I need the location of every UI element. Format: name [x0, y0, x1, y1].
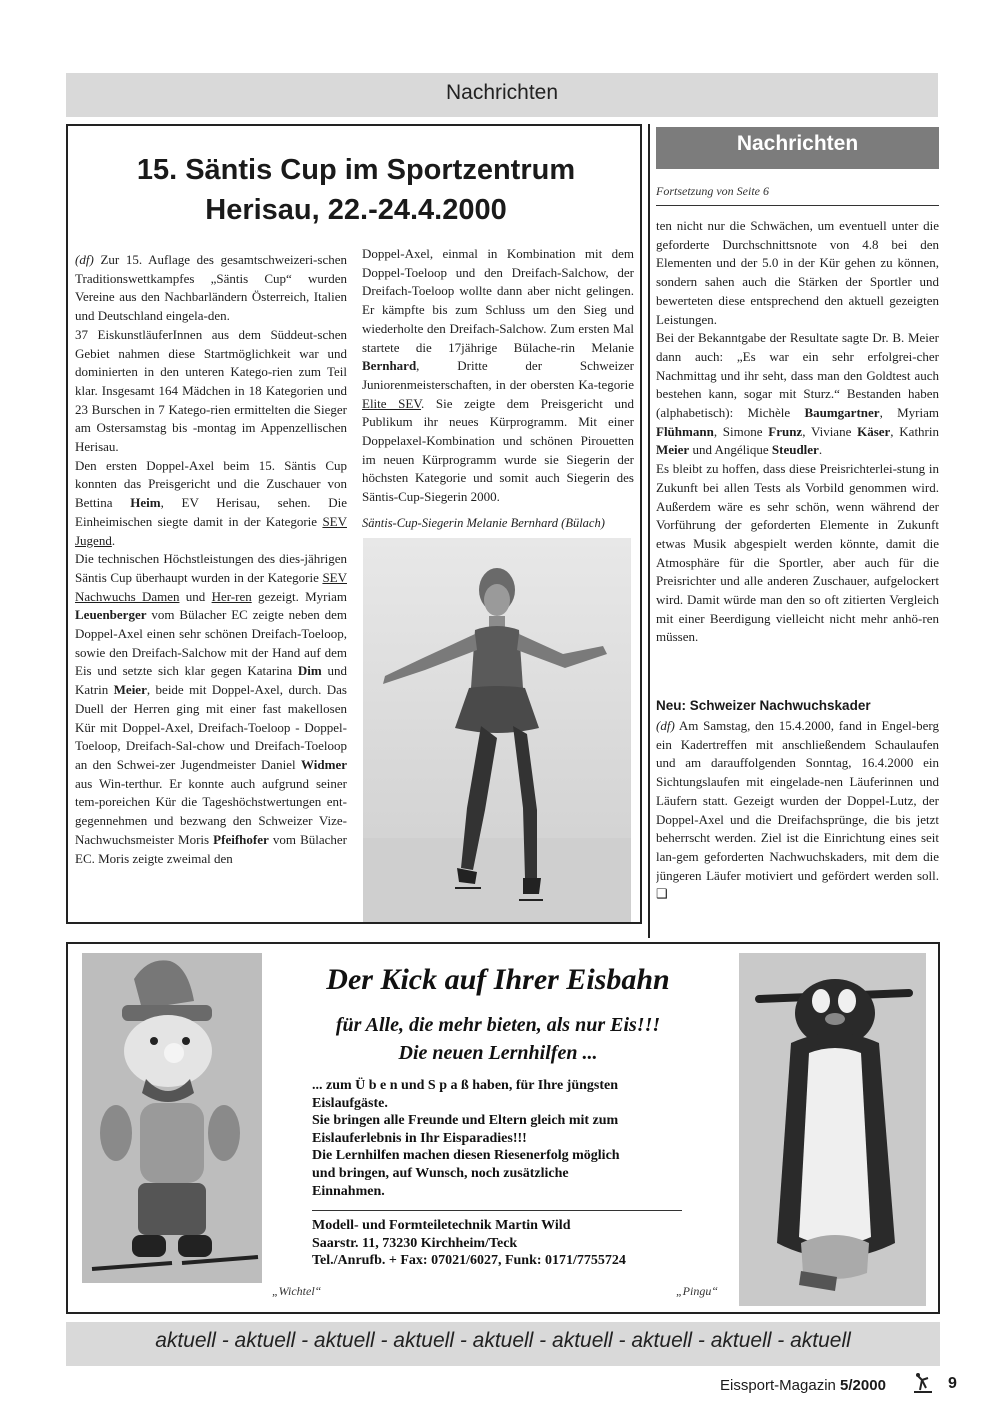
- ad-body-line: und bringen, auf Wunsch, noch zusätzliche: [312, 1165, 569, 1181]
- paragraph: Den ersten Doppel-Axel beim 15. Säntis Cup konnten das Preisgericht und die Zuschauer von Bettina Heim, EV Herisau, sehen. Die Einheimischen siegte damit in der Kategorie SEV Jugend.: [75, 457, 347, 548]
- sidebar-column: [656, 217, 939, 685]
- pingu-photo: [739, 953, 926, 1306]
- wichtel-caption: „Wichtel“: [272, 1284, 322, 1298]
- article-title: [86, 150, 626, 230]
- ad-address: Saarstr. 11, 73230 Kirchheim/Teck: [312, 1235, 518, 1251]
- section-header-bar: [66, 73, 938, 117]
- ad-body-line: Sie bringen alle Freunde und Eltern gleich mit zum: [312, 1113, 619, 1129]
- paragraph: ten nicht nur die Schwächen, um eventuell unter die geforderte Durchschnittsnote von 4.8 bei den Elementen und der 5.0 in der Kür gehen zu können, sondern sahen auch die Stärken der Sportler und bewerteten diese entsprechend den aktuell gezeigten Leistungen.: [656, 218, 939, 327]
- paragraph: (df) Am Samstag, den 15.4.2000, fand in Engel-berg ein Kadertreffen mit anschließendem Schaulaufen und am darauffolgenden Sonntag, 16.4.2000 ein Sichtungslaufen mit eingelade-nen Läuferinnen und Läufern statt. Gezeigt wurden der Doppel-Lutz, der Doppel-Axel und die Dreifachsprünge, die bis jetzt beherrscht werden. Ziel ist die Einrichtung eines seit lan-gem geforderten Nachwuchskaders, mit dem die jüngeren Läufer motiviert und gefördert werden soll. ❑: [656, 718, 939, 902]
- ad-body: [312, 1077, 682, 1200]
- end-mark-icon: ❑: [656, 886, 668, 902]
- column-divider: [648, 124, 650, 938]
- pingu-caption: „Pingu“: [676, 1284, 719, 1298]
- ad-phone: Tel./Anrufb. + Fax: 07021/6027, Funk: 0171/7755724: [312, 1253, 626, 1269]
- sidebar-divider: [656, 205, 939, 206]
- article-column-1: [75, 251, 347, 921]
- paragraph: Bei der Bekanntgabe der Resultate sagte Dr. B. Meier dann auch: „Es war ein sehr erfolgrei-cher Nachmittag und ihr seht, dass man den Goldtest auch bestehen kann, sogar mit Sturz.“ Bestanden haben (alphabetisch): Michèle Baumgartner, Myriam Flühmann, Simone Frunz, Viviane Käser, Kathrin Meier und Angélique Steudler.: [656, 330, 939, 458]
- ad-divider: [312, 1210, 682, 1211]
- paragraph: Doppel-Axel, einmal in Kombination mit dem Doppel-Toeloop und den Dreifach-Salchow, der Dreifach-Toeloop wollte dann aber nicht gelingen. Er kämpfte bis zum Schluss um den Sieg und wiederholte den Dreifach-Salchow. Zum ersten Mal startete die 17jährige Bülache-rin Melanie Bernhard, Dritte der Schweizer Juniorenmeisterschaften, in der obersten Ka-tegorie Elite SEV. Sie zeigte dem Preisgericht und Publikum ihr neues Kürprogramm. Mit einer Doppelaxel-Kombination und schönen Pirouetten im neuen Kürprogramm wurde sie Siegerin der höchsten Kategorie und somit auch Siegerin des Säntis-Cup-Siegerin 2000.: [362, 246, 634, 505]
- sidebar-subheading: Neu: Schweizer Nachwuchskader: [656, 698, 871, 713]
- article-column-2: [362, 245, 634, 515]
- ad-subline-2: Die neuen Lernhilfen ...: [398, 1042, 598, 1064]
- ad-body-line: Eislaufgäste.: [312, 1095, 388, 1111]
- ad-company: Modell- und Formteiletechnik Martin Wild: [312, 1218, 571, 1233]
- wichtel-photo: [82, 953, 262, 1283]
- page-number: 9: [948, 1375, 957, 1392]
- continued-note: Fortsetzung von Seite 6: [656, 184, 769, 198]
- skater-figure-icon: [363, 538, 631, 922]
- footer-banner: [66, 1322, 940, 1366]
- sidebar-column-2: [656, 717, 939, 927]
- paragraph: Es bleibt zu hoffen, dass diese Preisrichterlei-stung in Zukunft bei allen Tests als Vorbild genommen wird. Außerdem wäre es sehr schön, wenn während der Vorführung der geforderten Elemente in Zukunft etwas Musik abgespielt werden könnte, damit die Atmosphäre für die Sportler, aber auch für die Preisrichter und alle anderen Zuschauer, aufgelockert wird. Damit würde man den so oft zitierten Vergleich mit einer Beerdigung vielleicht nicht mehr anhö-ren müssen.: [656, 461, 939, 645]
- ad-body-line: Einnahmen.: [312, 1183, 385, 1199]
- ad-subline-1: für Alle, die mehr bieten, als nur Eis!!!: [335, 1014, 661, 1036]
- ad-contact: [312, 1217, 702, 1270]
- paragraph: 37 EiskunstläuferInnen aus dem Süddeut-schen Gebiet nahmen diese Startmöglichkeit war und dominierten in den unteren Katego-rien zum Teil klar. Insgesamt 164 Mädchen in 18 Kategorien und 23 Burschen in 7 Katego-rien ermittelten die Sieger am Ostersamstag bis -montag im Appenzellischen Herisau.: [75, 326, 347, 455]
- skater-photo: [363, 538, 631, 922]
- section-title: Nachrichten: [445, 81, 559, 104]
- skater-logo-icon: [910, 1372, 936, 1396]
- paragraph: (df) Zur 15. Auflage des gesamtschweizeri-schen Traditionswettkampfes „Säntis Cup“ wurden Vereine aus den Nachbarländern Österreich, Italien und Deutschland eingela-den.: [75, 252, 347, 324]
- ad-subheadline: [278, 1011, 718, 1067]
- ad-body-line: Die Lernhilfen machen diesen Riesenerfolg möglich: [312, 1148, 620, 1164]
- article-title-line2: Herisau, 22.-24.4.2000: [205, 194, 507, 226]
- ad-body-line: Eislauferlebnis in Ihr Eisparadies!!!: [312, 1130, 527, 1146]
- magazine-name: Eissport-Magazin 5/2000: [720, 1377, 886, 1394]
- photo-caption: Säntis-Cup-Siegerin Melanie Bernhard (Bülach): [362, 516, 605, 530]
- issue-number: 5/2000: [840, 1377, 886, 1394]
- paragraph: Die technischen Höchstleistungen des dies-jährigen Säntis Cup überhaupt wurden in der Kategorie SEV Nachwuchs Damen und Her-ren gezeigt. Myriam Leuenberger vom Bülacher EC zeigte neben dem Doppel-Axel einen sehr schönen Dreifach-Toeloop, sowie den Dreifach-Salchow mit der Hand auf dem Eis und setzte sich klar gegen Katarina Dim und Katrin Meier, beide mit Doppel-Axel, durch. Das Duell der Herren ging mit einer fast makellosen Kür mit Doppel-Axel, Dreifach-Toeloop - Doppel-Toeloop, Dreifach-Sal-chow und Dreifach-Toeloop an den Schwei-zer Jugendmeister Daniel Widmer aus Win-terthur. Er konnte auch aufgrund seiner tem-poreichen Kür die Tageshöchstwertungen ent-gegennehmen und bezwang den Schweizer Vize-Nachwuchsmeister Moris Pfeifhofer vom Bülacher EC. Moris zeigte zweimal den: [75, 551, 347, 866]
- footer-banner-text: aktuell - aktuell - aktuell - aktuell - aktuell - aktuell - aktuell - aktuell - aktuell: [155, 1329, 851, 1352]
- sidebar-header: [656, 127, 939, 169]
- sidebar-title: Nachrichten: [736, 132, 859, 155]
- gnome-figure-icon: [82, 953, 262, 1283]
- ad-body-line: ... zum Ü b e n und S p a ß haben, für Ihre jüngsten: [312, 1078, 619, 1093]
- penguin-figure-icon: [739, 953, 926, 1306]
- article-title-line1: 15. Säntis Cup im Sportzentrum: [136, 154, 576, 186]
- ad-headline: Der Kick auf Ihrer Eisbahn: [326, 963, 670, 996]
